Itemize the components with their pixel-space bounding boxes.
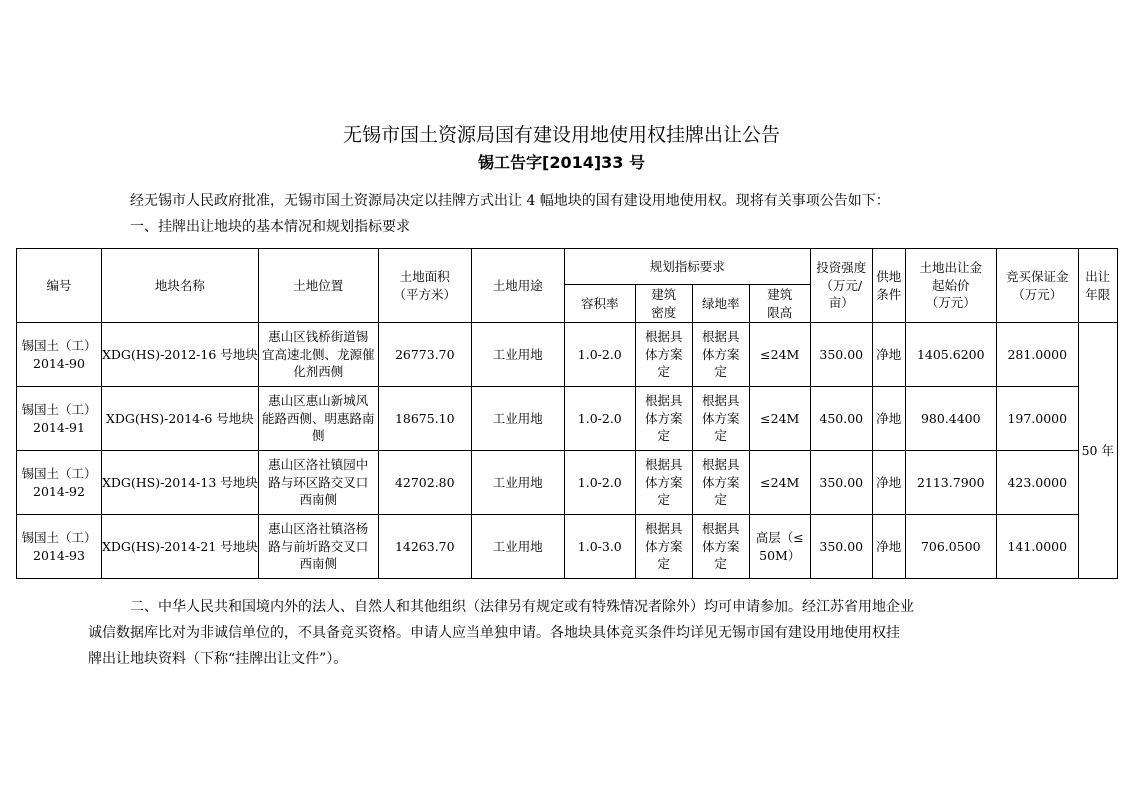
cell-use: 工业用地 xyxy=(471,387,564,451)
cell-height: ≤24M xyxy=(749,451,810,515)
table-row xyxy=(17,451,1118,515)
cell-location: 惠山区惠山新城风 能路西侧、明惠路南 侧 xyxy=(258,387,378,451)
cell-price: 2113.7900 xyxy=(905,451,996,515)
cell-investment: 450.00 xyxy=(810,387,872,451)
cell-investment: 350.00 xyxy=(810,451,872,515)
cell-area: 26773.70 xyxy=(378,323,471,387)
cell-price: 980.4400 xyxy=(905,387,996,451)
cell-name: XDG(HS)-2014-13 号地块 xyxy=(102,451,259,515)
cell-density: 根据具 体方案 定 xyxy=(635,323,692,387)
header-price: 土地出让金 起始价 （万元） xyxy=(905,249,996,323)
cell-id: 锡国土（工） 2014-93 xyxy=(17,515,102,579)
cell-deposit: 423.0000 xyxy=(996,451,1078,515)
cell-id: 锡国土（工） 2014-91 xyxy=(17,387,102,451)
document-title: 无锡市国土资源局国有建设用地使用权挂牌出让公告 xyxy=(342,124,780,146)
cell-name: XDG(HS)-2012-16 号地块 xyxy=(102,323,259,387)
cell-far: 1.0-2.0 xyxy=(564,451,635,515)
section-2-line: 二、中华人民共和国境内外的法人、自然人和其他组织（法律另有规定或有特殊情况者除外）均可申请参加。经江苏省用地企业 xyxy=(130,599,914,615)
table-header-row xyxy=(17,249,1118,285)
cell-far: 1.0-2.0 xyxy=(564,323,635,387)
cell-name: XDG(HS)-2014-21 号地块 xyxy=(102,515,259,579)
cell-density: 根据具 体方案 定 xyxy=(635,451,692,515)
cell-green: 根据具 体方案 定 xyxy=(692,451,749,515)
cell-height: 高层（≤ 50M） xyxy=(749,515,810,579)
cell-use: 工业用地 xyxy=(471,515,564,579)
cell-deposit: 281.0000 xyxy=(996,323,1078,387)
table-row xyxy=(17,387,1118,451)
cell-green: 根据具 体方案 定 xyxy=(692,323,749,387)
header-use: 土地用途 xyxy=(471,249,564,323)
cell-location: 惠山区洛社镇园中 路与环区路交叉口 西南侧 xyxy=(258,451,378,515)
intro-paragraph: 经无锡市人民政府批准，无锡市国土资源局决定以挂牌方式出让 4 幅地块的国有建设用地使用权。现将有关事项公告如下： xyxy=(130,193,890,209)
cell-id: 锡国土（工） 2014-92 xyxy=(17,451,102,515)
cell-deposit: 197.0000 xyxy=(996,387,1078,451)
header-density: 建筑 密度 xyxy=(635,285,692,323)
cell-investment: 350.00 xyxy=(810,515,872,579)
cell-location: 惠山区洛社镇洛杨 路与前圻路交叉口 西南侧 xyxy=(258,515,378,579)
header-location: 土地位置 xyxy=(258,249,378,323)
header-green: 绿地率 xyxy=(692,285,749,323)
cell-use: 工业用地 xyxy=(471,323,564,387)
cell-term: 50 年 xyxy=(1078,323,1117,579)
table-row xyxy=(17,515,1118,579)
header-deposit: 竞买保证金 （万元） xyxy=(996,249,1078,323)
cell-supply: 净地 xyxy=(872,451,905,515)
cell-investment: 350.00 xyxy=(810,323,872,387)
cell-area: 18675.10 xyxy=(378,387,471,451)
header-id: 编号 xyxy=(17,249,102,323)
cell-density: 根据具 体方案 定 xyxy=(635,515,692,579)
cell-use: 工业用地 xyxy=(471,451,564,515)
header-height: 建筑 限高 xyxy=(749,285,810,323)
cell-far: 1.0-2.0 xyxy=(564,387,635,451)
cell-green: 根据具 体方案 定 xyxy=(692,515,749,579)
cell-height: ≤24M xyxy=(749,387,810,451)
header-area: 土地面积 （平方米） xyxy=(378,249,471,323)
header-supply: 供地 条件 xyxy=(872,249,905,323)
section-2-line: 诚信数据库比对为非诚信单位的，不具备竞买资格。申请人应当单独申请。各地块具体竞买条件均详见无锡市国有建设用地使用权挂 xyxy=(88,625,900,641)
cell-deposit: 141.0000 xyxy=(996,515,1078,579)
header-name: 地块名称 xyxy=(102,249,259,323)
cell-supply: 净地 xyxy=(872,387,905,451)
cell-supply: 净地 xyxy=(872,515,905,579)
cell-name: XDG(HS)-2014-6 号地块 xyxy=(102,387,259,451)
section-2-paragraph xyxy=(88,594,1038,672)
cell-price: 706.0500 xyxy=(905,515,996,579)
cell-location: 惠山区钱桥街道锡 宜高速北侧、龙源催 化剂西侧 xyxy=(258,323,378,387)
cell-area: 42702.80 xyxy=(378,451,471,515)
cell-id: 锡国土（工） 2014-90 xyxy=(17,323,102,387)
cell-density: 根据具 体方案 定 xyxy=(635,387,692,451)
land-parcel-table xyxy=(16,248,1118,579)
cell-area: 14263.70 xyxy=(378,515,471,579)
table-row xyxy=(17,323,1118,387)
cell-far: 1.0-3.0 xyxy=(564,515,635,579)
header-far: 容积率 xyxy=(564,285,635,323)
header-term: 出让 年限 xyxy=(1078,249,1117,323)
cell-height: ≤24M xyxy=(749,323,810,387)
header-planning: 规划指标要求 xyxy=(564,249,810,285)
cell-supply: 净地 xyxy=(872,323,905,387)
cell-green: 根据具 体方案 定 xyxy=(692,387,749,451)
header-investment: 投资强度 （万元/ 亩） xyxy=(810,249,872,323)
section-1-heading: 一、挂牌出让地块的基本情况和规划指标要求 xyxy=(130,219,410,235)
section-2-line: 牌出让地块资料（下称“挂牌出让文件”）。 xyxy=(88,651,348,667)
cell-price: 1405.6200 xyxy=(905,323,996,387)
document-number: 锡工告字[2014]33 号 xyxy=(478,153,645,172)
